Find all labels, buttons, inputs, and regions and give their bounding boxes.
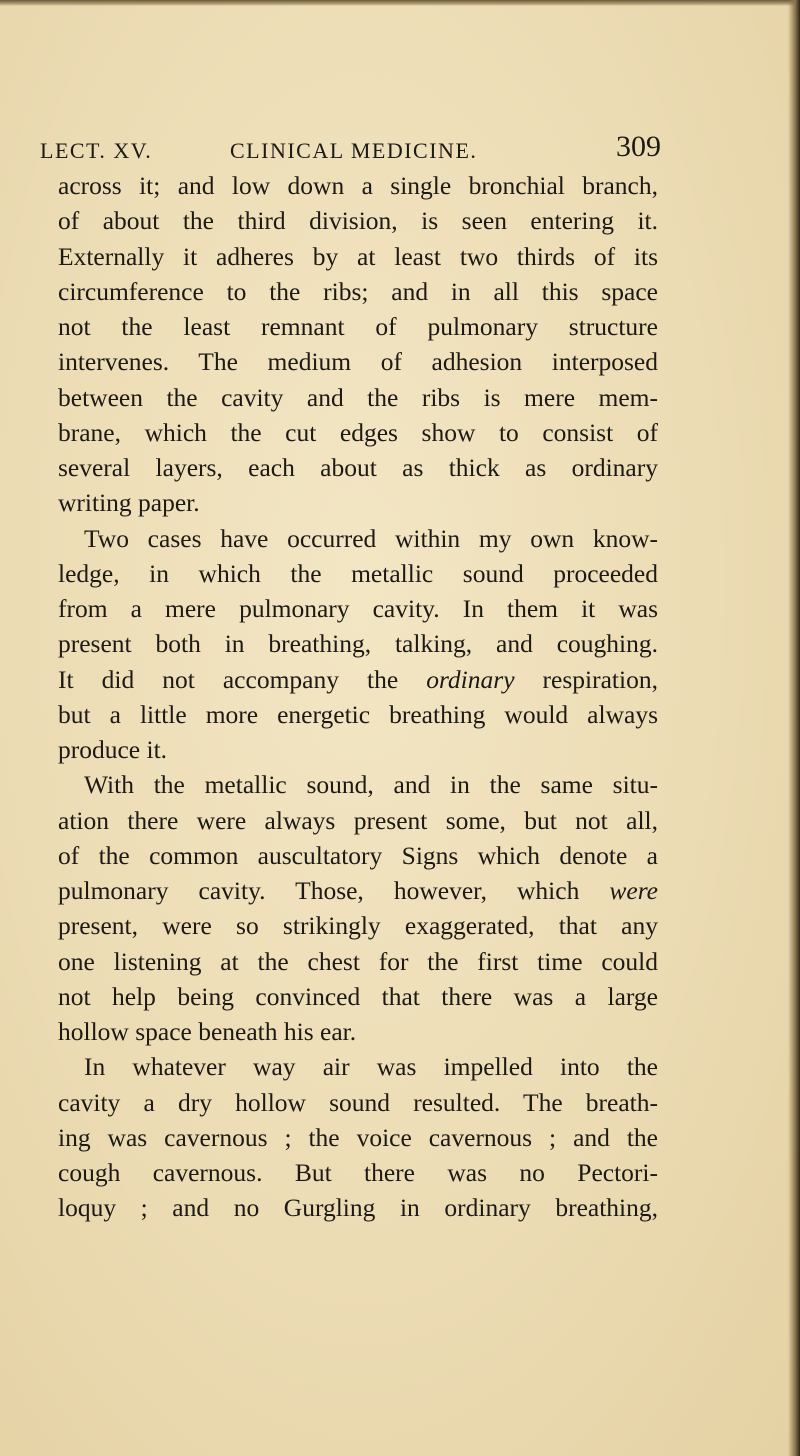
text-line: one listening at the chest for the first time could	[58, 946, 658, 976]
text-fragment: pulmonary cavity. Those, however, which	[58, 876, 610, 905]
text-line: circumference to the ribs; and in all this space	[58, 276, 658, 306]
text-line: cough cavernous. But there was no Pectori-	[58, 1158, 658, 1187]
running-head-title: CLINICAL MEDICINE.	[230, 138, 478, 163]
running-head-lecture: LECT. XV.	[40, 138, 153, 163]
text-line: across it; and low down a single bronchial branch,	[58, 171, 658, 200]
text-line: writing paper.	[58, 488, 200, 518]
emphasized-word: were	[609, 876, 658, 905]
text-line: Externally it adheres by at least two thirds of its	[58, 241, 658, 271]
text-line: ing was cavernous ; the voice cavernous ; and the	[58, 1122, 658, 1152]
text-line: between the cavity and the ribs is mere mem-	[58, 382, 658, 412]
text-line: of the common auscultatory Signs which denote a	[58, 840, 658, 870]
text-line	[58, 873, 658, 908]
text-line: intervenes. The medium of adhesion interposed	[58, 347, 658, 377]
text-line: Two cases have occurred within my own know-	[84, 523, 658, 553]
text-line: ation there were always present some, but not all,	[58, 805, 658, 835]
text-line: but a little more energetic breathing would always	[58, 699, 658, 729]
text-line: not help being convinced that there was a large	[58, 981, 658, 1011]
text-fragment: It did not accompany the	[58, 664, 427, 694]
text-line: hollow space beneath his ear.	[58, 1017, 357, 1046]
page-number: 309	[616, 130, 661, 163]
text-line: produce it.	[58, 735, 168, 764]
text-line: cavity a dry hollow sound resulted. The breath-	[58, 1087, 658, 1117]
body-text	[58, 168, 658, 1226]
text-line: present, were so strikingly exaggerated, that any	[58, 911, 658, 941]
text-line: not the least remnant of pulmonary structure	[58, 312, 658, 341]
running-head	[32, 130, 661, 170]
text-fragment: respiration,	[514, 664, 658, 694]
text-line: several layers, each about as thick as ordinary	[58, 453, 658, 482]
emphasized-word: ordinary	[426, 664, 515, 694]
text-line: of about the third division, is seen entering it.	[58, 206, 658, 236]
text-line: In whatever way air was impelled into the	[84, 1052, 658, 1082]
text-line: brane, which the cut edges show to consist of	[58, 417, 658, 447]
page-top-edge	[0, 0, 800, 6]
page-right-edge-shadow	[788, 0, 800, 1456]
text-line: present both in breathing, talking, and coughing.	[58, 629, 658, 659]
text-line	[58, 662, 658, 697]
text-line: from a mere pulmonary cavity. In them it was	[58, 594, 658, 623]
text-line: loquy ; and no Gurgling in ordinary breathing,	[58, 1193, 658, 1223]
text-line: ledge, in which the metallic sound proceeded	[58, 558, 658, 588]
text-line: With the metallic sound, and in the same situ-	[84, 770, 658, 800]
